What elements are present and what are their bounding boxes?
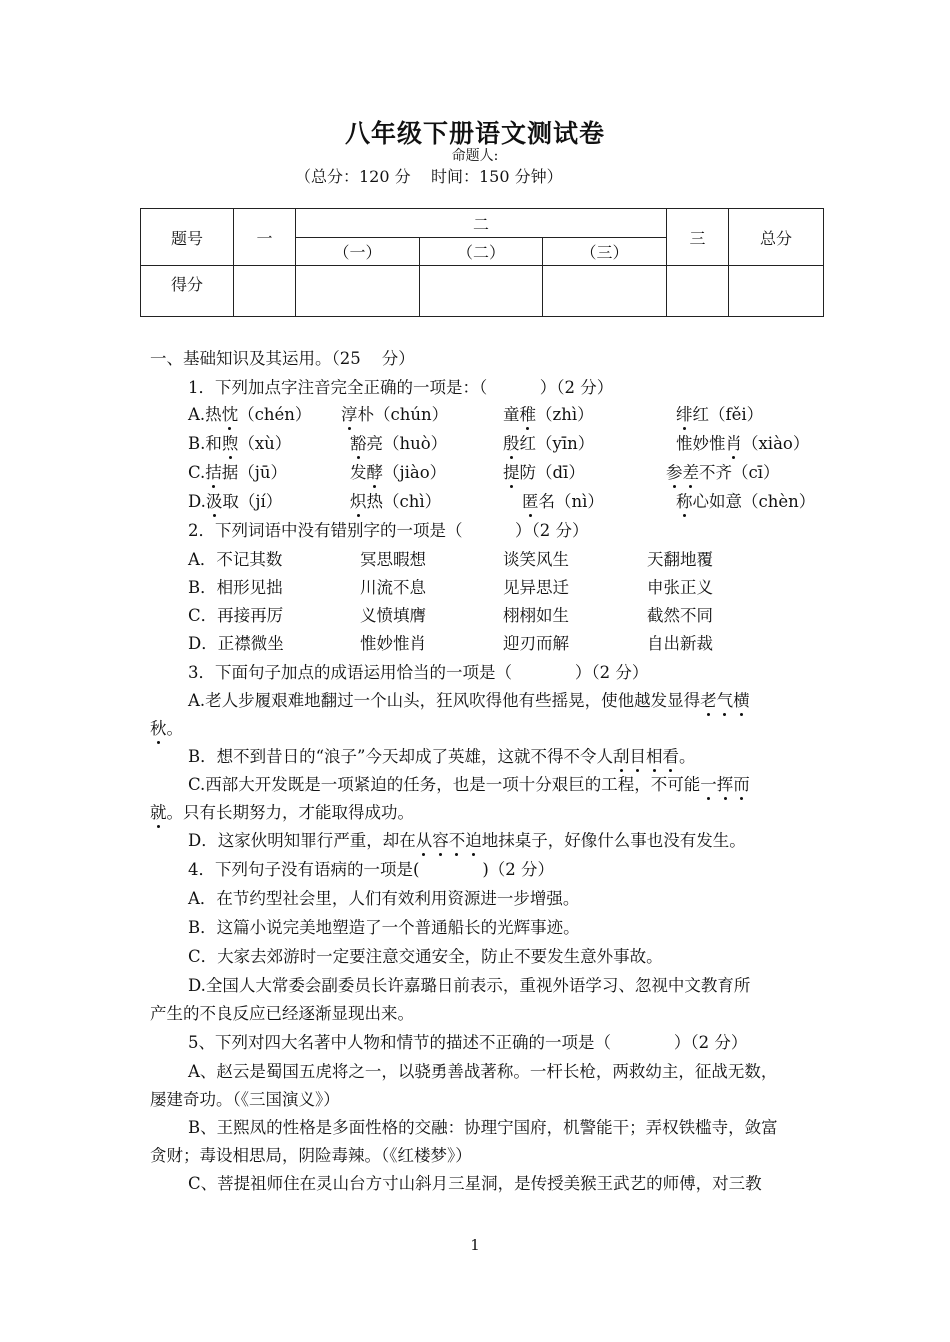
dotted-char: 而 — [733, 775, 750, 794]
q1-option-c-2 — [350, 463, 446, 483]
q3-option-b — [188, 747, 696, 767]
q3-text: 。只有长期努力，才能取得成功。 — [166, 803, 414, 822]
dotted-char: 煦 — [221, 434, 239, 453]
q1-text: 热（chì） — [366, 492, 442, 511]
q4-stem: 4．下列句子没有语病的一项是( )（2 分） — [188, 860, 555, 879]
q1-text: 防（dī） — [519, 463, 585, 482]
q3-option-d — [188, 831, 746, 851]
dotted-char: 酵 — [366, 463, 383, 482]
dotted-char: 刮 — [613, 747, 630, 766]
q1-option-a-1 — [188, 405, 311, 425]
q3-option-c-line1 — [188, 775, 750, 795]
q2-option-d-2: 惟妙惟肖 — [360, 634, 426, 653]
q2-option-d-3: 迎刃而解 — [503, 634, 569, 653]
q1-option-d-3 — [522, 492, 604, 512]
score-row-label: 得分 — [141, 266, 234, 317]
q2-option-b-2: 川流不息 — [360, 578, 426, 597]
q5-option-b-line2: 贪财；毒设相思局，阴险毒辣。（《红楼梦》） — [150, 1146, 472, 1165]
dotted-char: 肖 — [725, 434, 742, 453]
q1-option-b-3 — [503, 434, 594, 454]
dotted-char: 容 — [432, 831, 449, 850]
q5-option-a-line2: 屡建奇功。（《三国演义》） — [150, 1090, 340, 1109]
q2-option-a-4: 天翻地覆 — [647, 550, 713, 569]
dotted-char: 不 — [448, 831, 466, 850]
q1-option-a-2 — [341, 405, 448, 425]
page-number: 1 — [470, 1236, 480, 1254]
q3-option-a-line2 — [150, 719, 183, 739]
q5-option-b-line1: B、王熙凤的性格是多面性格的交融：协理宁国府，机警能干；弄权铁槛寺，敛富 — [188, 1118, 778, 1137]
dotted-chars — [700, 775, 750, 794]
q4-option-c: C．大家去郊游时一定要注意交通安全，防止不要发生意外事故。 — [188, 947, 663, 966]
dotted-idiom — [700, 691, 750, 710]
q2-option-c-2: 义愤填膺 — [360, 606, 426, 625]
author-label: 命题人: — [451, 148, 499, 164]
header-one: 一 — [234, 209, 296, 266]
q3-text: A.老人步履艰难地翻过一个山头，狂风吹得他有些摇晃，使他越发显得 — [188, 691, 701, 710]
q3-stem: 3．下面句子加点的成语运用恰当的一项是（ ）（2 分） — [188, 663, 649, 682]
q1-text: （xiào） — [742, 434, 810, 453]
page-title: 八年级下册语文测试卷 — [344, 119, 605, 148]
q4-option-d-line1: D.全国人大常委会副委员长许嘉璐日前表示，重视外语学习、忽视中文教育所 — [188, 976, 751, 995]
q1-text: 红（yīn） — [519, 434, 595, 453]
q1-text: 惟妙惟 — [676, 434, 726, 453]
q1-option-c-1 — [188, 463, 287, 483]
q2-option-c-3: 栩栩如生 — [503, 606, 569, 625]
q3-text: 地抹桌子，好像什么事也没有发生。 — [481, 831, 746, 850]
q3-text: 。 — [166, 719, 183, 738]
q1-text: 红（fěi） — [692, 405, 764, 424]
q1-option-c-3 — [503, 463, 585, 483]
q1-text: 据（jū） — [221, 463, 288, 482]
dotted-char: 绯 — [676, 405, 693, 424]
q4-option-b: B．这篇小说完美地塑造了一个普通船长的光辉事迹。 — [188, 918, 580, 937]
score-cell-two-2[interactable] — [420, 266, 543, 317]
q1-option-d-1 — [188, 492, 282, 512]
q5-option-a-line1: A、赵云是蜀国五虎将之一，以骁勇善战著称。一杆长枪，两救幼主，征战无数， — [188, 1062, 778, 1081]
score-table — [140, 208, 824, 317]
dotted-char: 挥 — [716, 775, 734, 794]
dotted-chars: 秋 — [150, 719, 167, 738]
dotted-char: 迫 — [465, 831, 482, 850]
header-two: 二 — [296, 209, 667, 238]
dotted-char: 差 — [682, 463, 699, 482]
dotted-char: 相 — [646, 747, 663, 766]
dotted-char: 忱 — [221, 405, 239, 424]
score-cell-two-1[interactable] — [296, 266, 420, 317]
q1-text: A.热 — [188, 405, 222, 424]
dotted-char: 气 — [716, 691, 734, 710]
q2-option-d-4: 自出新裁 — [647, 634, 713, 653]
q1-option-c-4 — [666, 463, 780, 483]
dotted-char: 参 — [666, 463, 683, 482]
q2-option-a-2: 冥思暇想 — [360, 550, 426, 569]
q3-option-a-line1 — [188, 691, 750, 711]
q1-text: （jiào） — [383, 463, 447, 482]
q1-text: 名（nì） — [538, 492, 604, 511]
q2-stem: 2．下列词语中没有错别字的一项是（ ）（2 分） — [188, 521, 589, 540]
dotted-chars — [613, 747, 679, 766]
q4-option-a: A．在节约型社会里，人们有效利用资源进一步增强。 — [188, 889, 580, 908]
q2-option-c: C．再接再厉 — [188, 606, 284, 625]
dotted-chars: 就 — [150, 803, 167, 822]
q5-stem: 5、下列对四大名著中人物和情节的描述不正确的一项是（ ）（2 分） — [188, 1033, 748, 1052]
dotted-chars — [416, 831, 482, 850]
q1-text: C. — [188, 463, 206, 482]
dotted-chars — [700, 691, 750, 710]
dotted-char: 稚 — [519, 405, 536, 424]
dotted-char: 淳 — [341, 405, 358, 424]
q3-text: 。 — [679, 747, 696, 766]
score-cell-two-3[interactable] — [543, 266, 667, 317]
q5-option-c-line1: C、菩提祖师住在灵山台方寸山斜月三星洞，是传授美猴王武艺的师傅，对三教 — [188, 1174, 762, 1193]
dotted-char: 拮 — [205, 463, 222, 482]
dotted-char: 一 — [700, 775, 717, 794]
q1-option-b-2 — [350, 434, 447, 454]
q1-option-b-4 — [676, 434, 809, 454]
q1-text: 心如意（chèn） — [692, 492, 816, 511]
header-sub-3: （三） — [543, 238, 667, 266]
q1-option-b-1 — [188, 434, 291, 454]
dotted-char: 目 — [629, 747, 646, 766]
q3-option-c-line2 — [150, 803, 414, 823]
dotted-char: 豁 — [350, 434, 367, 453]
dotted-char: 老 — [700, 691, 717, 710]
score-cell-total[interactable] — [729, 266, 824, 317]
dotted-char: 提 — [503, 463, 520, 482]
q2-option-c-4: 截然不同 — [647, 606, 713, 625]
q2-option-a-3: 谈笑风生 — [503, 550, 569, 569]
dotted-char: 匿 — [522, 492, 539, 511]
header-total: 总分 — [729, 209, 824, 266]
q1-text: （chén） — [238, 405, 312, 424]
q3-text: D．这家伙明知罪行严重，却在 — [188, 831, 416, 850]
header-sub-1: （一） — [296, 238, 420, 266]
q1-option-a-3 — [503, 405, 594, 425]
score-cell-one[interactable] — [234, 266, 296, 317]
header-three: 三 — [667, 209, 729, 266]
q3-text: B．想不到昔日的“浪子”今天却成了英雄，这就不得不令人 — [188, 747, 613, 766]
q1-text: 取（jí） — [222, 492, 283, 511]
q2-option-d: D．正襟微坐 — [188, 634, 284, 653]
q1-text: 不齐（cī） — [699, 463, 780, 482]
dotted-char: 称 — [676, 492, 693, 511]
q4-option-d-line2: 产生的不良反应已经逐渐显现出来。 — [150, 1004, 414, 1023]
q1-option-a-4 — [676, 405, 763, 425]
header-sub-2: （二） — [420, 238, 543, 266]
dotted-char: 看 — [662, 747, 679, 766]
q1-option-d-4 — [676, 492, 815, 512]
dotted-char: 横 — [733, 691, 750, 710]
q2-option-a: A．不记其数 — [188, 550, 283, 569]
section-heading: 一、基础知识及其运用。（25 分） — [150, 349, 415, 368]
dotted-char: 汲 — [205, 492, 223, 511]
header-tihao: 题号 — [141, 209, 234, 266]
dotted-char: 从 — [415, 831, 433, 850]
q1-text: B.和 — [188, 434, 222, 453]
q3-text: C.西部大开发既是一项紧迫的任务，也是一项十分艰巨的工程，不可能 — [188, 775, 701, 794]
dotted-char: 殷 — [503, 434, 520, 453]
q2-option-b-4: 申张正义 — [647, 578, 713, 597]
q2-option-b-3: 见异思迁 — [503, 578, 569, 597]
dotted-char: 炽 — [350, 492, 367, 511]
score-cell-three[interactable] — [667, 266, 729, 317]
q1-text: （xù） — [238, 434, 292, 453]
q1-text: （zhì） — [536, 405, 594, 424]
q1-stem: 1．下列加点字注音完全正确的一项是：（ ）（2 分） — [188, 378, 614, 397]
q1-text: 亮（huò） — [366, 434, 448, 453]
exam-meta: （总分：120 分 时间：150 分钟） — [295, 167, 563, 186]
q1-text: 童 — [503, 405, 520, 424]
q1-text: 朴（chún） — [357, 405, 449, 424]
q1-text: D. — [188, 492, 206, 511]
q1-text: 发 — [350, 463, 367, 482]
q2-option-b: B．相形见拙 — [188, 578, 283, 597]
q1-option-d-2 — [350, 492, 441, 512]
